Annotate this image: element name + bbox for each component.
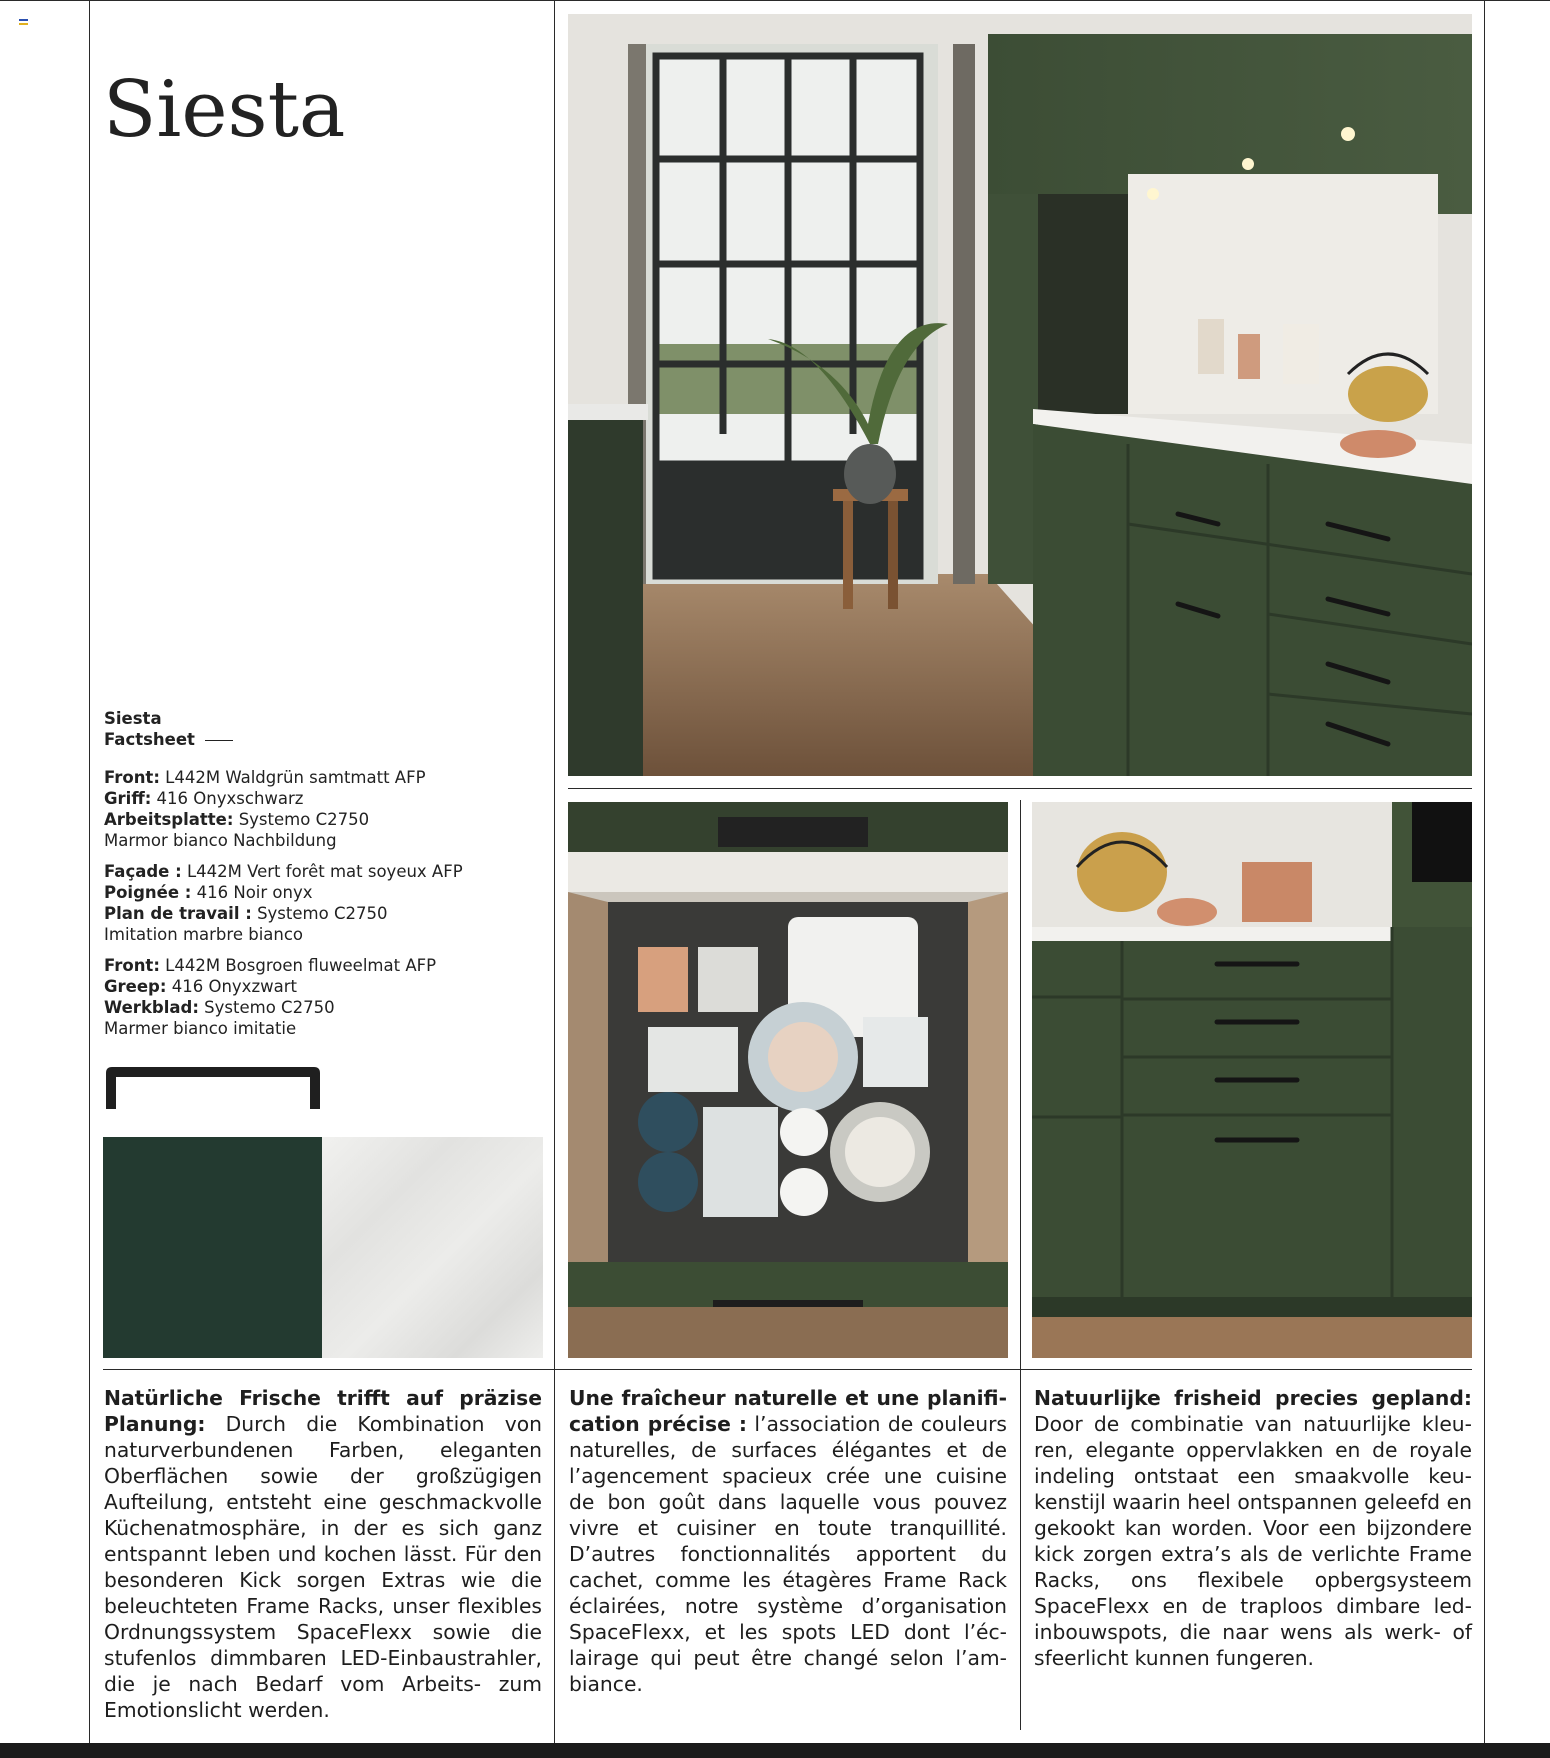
worktop-label: Arbeitsplatte: (104, 810, 234, 829)
language-flag-icon (19, 19, 28, 25)
worktop-value: Systemo C2750 (198, 998, 335, 1017)
front-value: L442M Bosgroen fluweelmat AFP (159, 956, 437, 975)
dash-divider (205, 740, 233, 742)
lead-nl: Natuurlijke frisheid precies gepland: (1034, 1386, 1472, 1410)
worktop-value-2: Imitation marbre bianco (104, 925, 304, 944)
body-fr: l’association de couleurs naturelles, de surfaces élégantes et de l’agencement spacieux crée une cuisine de bon goût dans laquelle vous pouvez vivre et cuisiner en toute tranquillité. D’autres fonctionnalités apportent du cachet, comme les étagères Frame Rack éclairées, notre système d’organisation SpaceFlexx, et les spots LED dont l’éclairage qui peut être changé selon l’ambiance. (569, 1412, 1007, 1696)
text-column-fr (569, 1385, 1007, 1697)
right-page-border (1484, 0, 1485, 1743)
handle-label: Griff: (104, 789, 152, 808)
marble-swatch (322, 1137, 543, 1358)
cabinet-photo (1032, 802, 1472, 1358)
drawer-photo (568, 802, 1008, 1358)
factsheet-name: Siesta (104, 709, 162, 728)
text-column-de (104, 1385, 542, 1723)
front-value: L442M Vert forêt mat soyeux AFP (181, 862, 463, 881)
body-de: Durch die Kombination von naturverbundenen Farben, eleganten Oberflächen sowie der großzügigen Aufteilung, entsteht eine geschmackvolle Küchenatmosphäre, in der es sich ganz entspannt leben und kochen lässt. Für den besonderen Kick sorgen Extras wie die beleuchteten Frame Racks, unser flexibles Ordnungssystem SpaceFlexx sowie die stufenlos dimmbaren LED-Einbaustrahler, die je nach Bedarf vom Arbeits- zum Emotionslicht werden. (104, 1412, 542, 1722)
kitchen-main-photo (568, 14, 1472, 776)
bottom-bar (0, 1743, 1550, 1758)
front-color-swatch (103, 1137, 322, 1358)
handle-value: 416 Onyxschwarz (151, 789, 304, 808)
front-label: Front: (104, 956, 160, 975)
handle-label: Poignée : (104, 883, 192, 902)
factsheet-heading (104, 708, 233, 750)
left-page-border (89, 0, 90, 1743)
worktop-label: Plan de travail : (104, 904, 252, 923)
worktop-value-2: Marmer bianco imitatie (104, 1019, 297, 1038)
photo-divider (568, 788, 1472, 789)
worktop-value-2: Marmor bianco Nachbildung (104, 831, 337, 850)
factsheet-nl (104, 955, 436, 1039)
handle-sample-icon (104, 1065, 322, 1111)
factsheet-fr (104, 861, 463, 945)
worktop-value: Systemo C2750 (233, 810, 370, 829)
handle-value: 416 Onyxzwart (166, 977, 297, 996)
page-title: Siesta (103, 65, 346, 156)
worktop-label: Werkblad: (104, 998, 199, 1017)
front-value: L442M Waldgrün samtmatt AFP (159, 768, 426, 787)
body-nl: Door de combinatie van natuurlijke kleuren, elegante oppervlakken en de royale indeling ontstaat een smaakvolle keukenstijl waarin heel ontspannen geleefd en gekookt kan worden. Voor een bijzondere kick zorgen extra’s als de verlichte Frame Racks, ons flexibele opbergsysteem SpaceFlexx en de traploos dimbare led-inbouwspots, die naar wens als werk- of sfeerlicht kunnen fungeren. (1034, 1412, 1472, 1670)
worktop-value: Systemo C2750 (251, 904, 388, 923)
text-divider (103, 1369, 1472, 1370)
top-border (0, 0, 1550, 1)
photo-column-divider (1020, 800, 1021, 1730)
handle-value: 416 Noir onyx (191, 883, 313, 902)
factsheet-label: Factsheet (104, 730, 195, 749)
factsheet-de (104, 767, 426, 851)
lead-de: Natürliche Frische trifft auf präzise Planung: (104, 1386, 542, 1436)
front-label: Front: (104, 768, 160, 787)
text-column-nl (1034, 1385, 1472, 1671)
handle-label: Greep: (104, 977, 167, 996)
column-divider-1 (554, 0, 555, 1743)
lead-fr: Une fraîcheur naturelle et une planification précise : (569, 1386, 1007, 1436)
front-label: Façade : (104, 862, 182, 881)
